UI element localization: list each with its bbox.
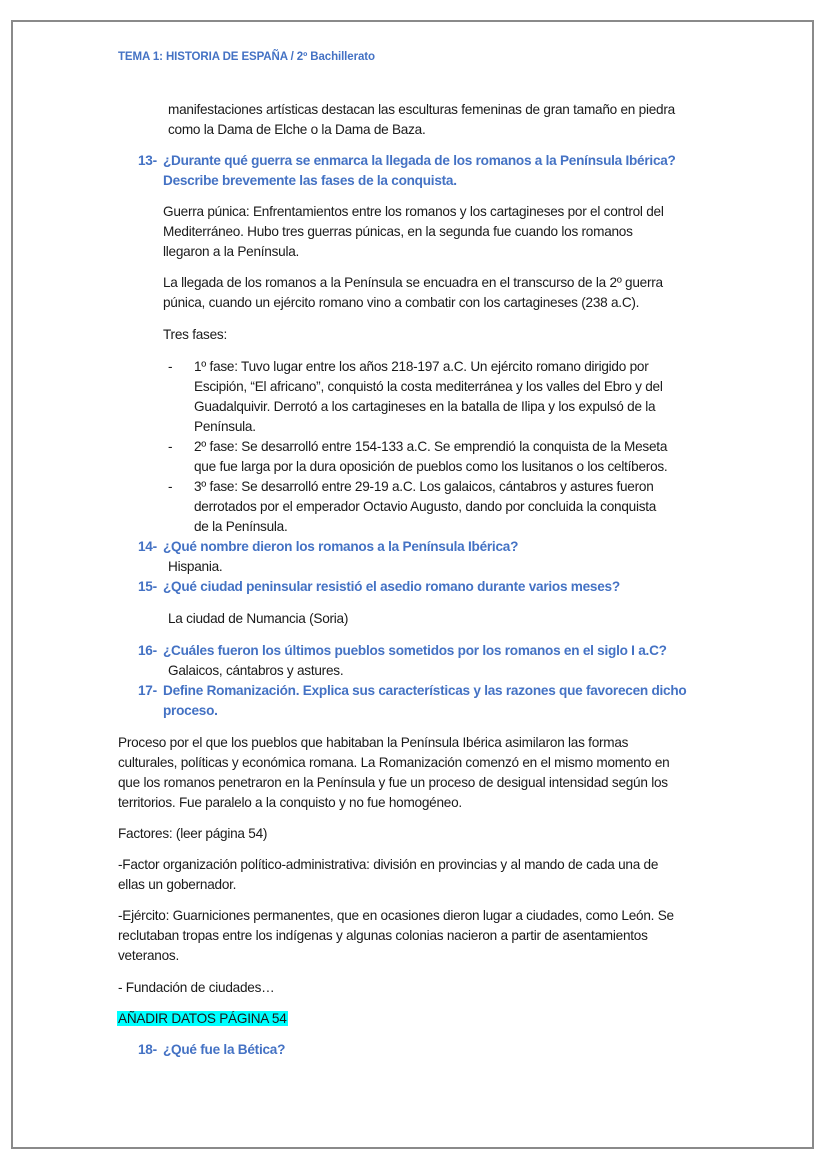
paragraph-line: Mediterráneo. Hubo tres guerras púnicas, en la segunda fue cuando los romanos — [163, 224, 633, 239]
phase-line: Península. — [194, 419, 256, 434]
question-text: ¿Qué nombre dieron los romanos a la Península Ibérica? — [163, 539, 519, 554]
factores-label: Factores: (leer página 54) — [118, 826, 268, 841]
paragraph-line: -Factor organización político-administrativa: división en provincias y al mando de cada una de — [118, 857, 659, 872]
question-line: proceso. — [163, 703, 218, 718]
bullet-dash: - — [168, 439, 173, 454]
phase-line: derrotados por el emperador Octavio Augusto, dando por concluida la conquista — [194, 499, 657, 514]
factor-city-foundation: - Fundación de ciudades… — [118, 980, 275, 995]
paragraph-line: ellas un gobernador. — [118, 877, 237, 892]
paragraph-line: culturales, políticas y económica romana. La Romanización comenzó en el mismo momento en — [118, 755, 670, 770]
factor-army — [118, 906, 674, 966]
todo-note — [117, 1009, 288, 1029]
paragraph-line: reclutaban tropas entre los indígenas y algunas colonias nacieron a partir de asentamientos — [118, 928, 648, 943]
bullet-dash: - — [168, 479, 173, 494]
phase-text — [194, 357, 663, 437]
paragraph-line: llegaron a la Península. — [163, 244, 300, 259]
phase-item-1 — [168, 357, 728, 437]
question-line: Describe brevemente las fases de la conquista. — [163, 173, 457, 188]
q13-paragraph-arrival — [163, 273, 663, 313]
phase-line: Guadalquivir. Derrotó a los cartagineses en la batalla de Ilipa y los expulsó de la — [194, 399, 656, 414]
highlighted-note: AÑADIR DATOS PÁGINA 54 — [118, 1011, 287, 1026]
question-text — [163, 681, 686, 721]
phase-item-3 — [168, 477, 728, 537]
phase-text — [194, 437, 667, 477]
intro-line: manifestaciones artísticas destacan las esculturas femeninas de gran tamaño en piedra — [168, 102, 675, 117]
phase-text — [194, 477, 656, 537]
paragraph-line: Proceso por el que los pueblos que habitaban la Península Ibérica asimilaron las formas — [118, 735, 629, 750]
paragraph-line: -Ejército: Guarniciones permanentes, que en ocasiones dieron lugar a ciudades, como León. Se — [118, 908, 674, 923]
document-header: TEMA 1: HISTORIA DE ESPAÑA / 2º Bachillerato — [118, 51, 375, 63]
question-number: 18- — [138, 1042, 157, 1057]
bullet-dash: - — [168, 359, 173, 374]
paragraph-line: veteranos. — [118, 948, 179, 963]
paragraph-line: que los romanos penetraron en la Península y fue un proceso de desigual intensidad según los — [118, 775, 668, 790]
phase-line: 1º fase: Tuvo lugar entre los años 218-197 a.C. Un ejército romano dirigido por — [194, 359, 649, 374]
question-15 — [138, 577, 738, 597]
question-text: ¿Qué ciudad peninsular resistió el asedio romano durante varios meses? — [163, 579, 620, 594]
answer-16: Galaicos, cántabros y astures. — [168, 663, 344, 678]
question-16 — [138, 641, 738, 661]
q13-paragraph-punic-war — [163, 202, 664, 262]
question-number: 14- — [138, 539, 157, 554]
phase-line: 2º fase: Se desarrolló entre 154-133 a.C. Se emprendió la conquista de la Meseta — [194, 439, 668, 454]
intro-paragraph — [168, 100, 675, 140]
answer-15: La ciudad de Numancia (Soria) — [168, 611, 349, 626]
phase-line: que fue larga por la dura oposición de pueblos como los lusitanos o los celtíberos. — [194, 459, 668, 474]
q13-three-phases-label: Tres fases: — [163, 327, 227, 342]
question-line: ¿Durante qué guerra se enmarca la llegada de los romanos a la Península Ibérica? — [163, 153, 676, 168]
question-text: ¿Qué fue la Bética? — [163, 1042, 286, 1057]
factor-administrative — [118, 855, 658, 895]
paragraph-line: territorios. Fue paralelo a la conquisto y no fue homogéneo. — [118, 795, 462, 810]
paragraph-line: La llegada de los romanos a la Península se encuadra en el transcurso de la 2º guerra — [163, 275, 663, 290]
question-number: 17- — [138, 683, 157, 698]
phase-line: Escipión, “El africano”, conquistó la costa mediterránea y los valles del Ebro y del — [194, 379, 663, 394]
paragraph-line: púnica, cuando un ejército romano vino a combatir con los cartagineses (238 a.C). — [163, 295, 640, 310]
paragraph-line: Guerra púnica: Enfrentamientos entre los romanos y los cartagineses por el control del — [163, 204, 664, 219]
question-number: 15- — [138, 579, 157, 594]
answer-14: Hispania. — [168, 559, 223, 574]
question-number: 16- — [138, 643, 157, 658]
romanization-definition — [118, 733, 669, 813]
intro-line: como la Dama de Elche o la Dama de Baza. — [168, 122, 426, 137]
question-17 — [138, 681, 738, 721]
phase-line: 3º fase: Se desarrolló entre 29-19 a.C. Los galaicos, cántabros y astures fueron — [194, 479, 654, 494]
question-text — [163, 151, 676, 191]
question-text: ¿Cuáles fueron los últimos pueblos sometidos por los romanos en el siglo I a.C? — [163, 643, 667, 658]
question-line: Define Romanización. Explica sus características y las razones que favorecen dicho — [163, 683, 687, 698]
question-number: 13- — [138, 153, 157, 168]
question-14 — [138, 537, 738, 557]
phase-line: de la Península. — [194, 519, 288, 534]
question-13 — [138, 151, 738, 191]
phase-item-2 — [168, 437, 728, 477]
question-18 — [138, 1040, 438, 1060]
